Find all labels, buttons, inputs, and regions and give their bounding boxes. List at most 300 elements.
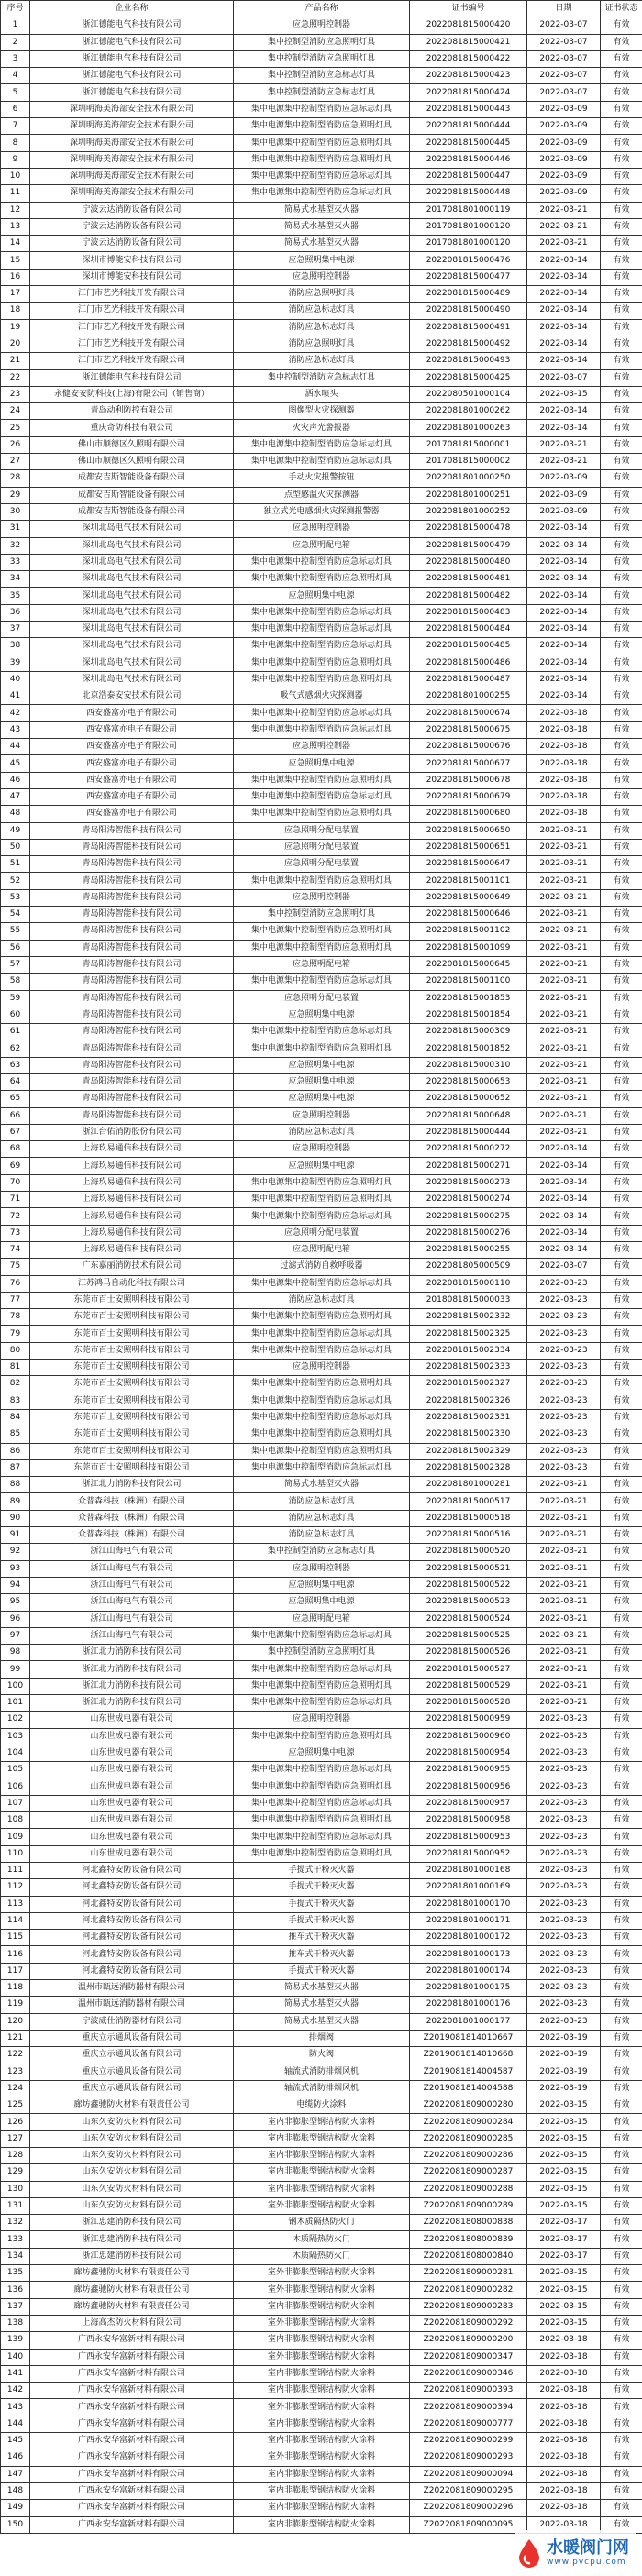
table-row xyxy=(1,1426,642,1443)
cell-date: 2022-03-23 xyxy=(527,1845,601,1862)
cell-index: 88 xyxy=(1,1477,30,1493)
cell-status: 有效 xyxy=(601,1745,642,1761)
cell-product: 消防应急标志灯具 xyxy=(234,319,410,336)
table-row xyxy=(1,2164,642,2181)
cell-certificate-no: 2022081801000173 xyxy=(410,1946,527,1963)
cell-company: 青岛阳涛智能科技有限公司 xyxy=(30,1007,234,1023)
cell-company: 浙江忠建消防科技有限公司 xyxy=(30,2248,234,2264)
cell-company: 西安盛富亦电子有限公司 xyxy=(30,788,234,805)
cell-company: 宁波威仕消防器材有限公司 xyxy=(30,2013,234,2030)
table-row xyxy=(1,269,642,285)
cell-date: 2022-03-14 xyxy=(527,688,601,705)
cell-status: 有效 xyxy=(601,2466,642,2482)
cell-certificate-no: 2022081815000477 xyxy=(410,269,527,285)
cell-date: 2022-03-23 xyxy=(527,1997,601,2013)
table-row xyxy=(1,1376,642,1393)
table-row xyxy=(1,420,642,436)
cell-status: 有效 xyxy=(601,1443,642,1459)
cell-certificate-no: 2022081815000676 xyxy=(410,739,527,755)
cell-company: 重庆立示通风设备有限公司 xyxy=(30,2030,234,2046)
cell-status: 有效 xyxy=(601,1040,642,1057)
cell-certificate-no: Z2022081808000838 xyxy=(410,2215,527,2231)
cell-index: 49 xyxy=(1,822,30,839)
cell-certificate-no: Z2022081809000094 xyxy=(410,2466,527,2482)
cell-date: 2022-03-14 xyxy=(527,353,601,369)
cell-date: 2022-03-07 xyxy=(527,34,601,50)
cell-certificate-no: 2022081801000170 xyxy=(410,1896,527,1912)
table-row xyxy=(1,688,642,705)
cell-status: 有效 xyxy=(601,1342,642,1359)
cell-index: 26 xyxy=(1,436,30,453)
table-row xyxy=(1,1980,642,1997)
cell-date: 2022-03-23 xyxy=(527,1829,601,1845)
cell-status: 有效 xyxy=(601,218,642,235)
cell-certificate-no: 2022081815000678 xyxy=(410,772,527,788)
cell-date: 2022-03-14 xyxy=(527,252,601,269)
cell-certificate-no: 2022081815000445 xyxy=(410,135,527,151)
cell-certificate-no: 2022081815001852 xyxy=(410,1040,527,1057)
cell-index: 112 xyxy=(1,1879,30,1896)
cell-certificate-no: 2022081815000648 xyxy=(410,1107,527,1124)
cell-status: 有效 xyxy=(601,1493,642,1510)
cell-date: 2022-03-18 xyxy=(527,772,601,788)
cell-company: 山东世成电器有限公司 xyxy=(30,1795,234,1811)
cell-certificate-no: 2018081815000033 xyxy=(410,1292,527,1308)
cell-date: 2022-03-21 xyxy=(527,1074,601,1091)
cell-index: 93 xyxy=(1,1560,30,1577)
cell-certificate-no: Z2019081814010668 xyxy=(410,2047,527,2064)
cell-certificate-no: 2022081815000647 xyxy=(410,856,527,873)
cell-date: 2022-03-17 xyxy=(527,2248,601,2264)
cell-index: 53 xyxy=(1,889,30,906)
cell-certificate-no: 2022081815000521 xyxy=(410,1560,527,1577)
watermark-title: 水暖阀门网 xyxy=(547,2538,629,2558)
cell-index: 36 xyxy=(1,604,30,621)
watermark-url: www.pvcpu.com xyxy=(547,2558,626,2567)
cell-status: 有效 xyxy=(601,1326,642,1342)
cell-product: 消防应急标志灯具 xyxy=(234,1527,410,1544)
cell-company: 上海玖易通信科技有限公司 xyxy=(30,1225,234,1241)
table-row xyxy=(1,2097,642,2114)
cell-company: 上海玖易通信科技有限公司 xyxy=(30,1192,234,1208)
cell-company: 深圳北岛电气技术有限公司 xyxy=(30,554,234,570)
cell-product: 简易式水基型灭火器 xyxy=(234,1980,410,1997)
cell-status: 有效 xyxy=(601,319,642,336)
cell-status: 有效 xyxy=(601,286,642,303)
cell-status: 有效 xyxy=(601,1778,642,1795)
cell-index: 73 xyxy=(1,1225,30,1241)
cell-product: 吸气式感烟火灾探测器 xyxy=(234,688,410,705)
cell-product: 应急照明集中电源 xyxy=(234,588,410,604)
cell-certificate-no: 2022081815000529 xyxy=(410,1678,527,1694)
cell-status: 有效 xyxy=(601,2433,642,2449)
table-row xyxy=(1,1879,642,1896)
cell-date: 2022-03-21 xyxy=(527,1594,601,1611)
cell-certificate-no: 2022081801000174 xyxy=(410,1963,527,1979)
cell-status: 有效 xyxy=(601,2197,642,2214)
cell-status: 有效 xyxy=(601,788,642,805)
cell-certificate-no: 2022081815000492 xyxy=(410,336,527,352)
cell-index: 17 xyxy=(1,286,30,303)
cell-date: 2022-03-18 xyxy=(527,2482,601,2499)
cell-company: 山东世成电器有限公司 xyxy=(30,1762,234,1778)
table-row xyxy=(1,1812,642,1829)
table-row xyxy=(1,1091,642,1107)
cell-product: 应急照明控制器 xyxy=(234,269,410,285)
table-row xyxy=(1,1678,642,1694)
cell-certificate-no: 2022081815000443 xyxy=(410,101,527,117)
cell-product: 消防应急标志灯具 xyxy=(234,1124,410,1140)
cell-company: 深圳明海美海部安全技术有限公司 xyxy=(30,185,234,202)
cell-date: 2022-03-21 xyxy=(527,1107,601,1124)
cell-status: 有效 xyxy=(601,956,642,973)
cell-certificate-no: Z2022081809000284 xyxy=(410,2114,527,2130)
cell-company: 广西永安华富新材料有限公司 xyxy=(30,2449,234,2466)
cell-certificate-no: 2022081815002331 xyxy=(410,1409,527,1426)
cell-index: 114 xyxy=(1,1912,30,1929)
cell-index: 37 xyxy=(1,621,30,637)
cell-product: 室内非膨胀型钢结构防火涂料 xyxy=(234,2482,410,2499)
cell-product: 集中电源集中控制型消防应急照明灯具 xyxy=(234,571,410,588)
cell-certificate-no: Z2022081809000295 xyxy=(410,2482,527,2499)
cell-company: 广西永安华富新材料有限公司 xyxy=(30,2349,234,2365)
cell-certificate-no: 2022081815000523 xyxy=(410,1594,527,1611)
cell-product: 室内非膨胀型钢结构防火涂料 xyxy=(234,2130,410,2147)
cell-date: 2022-03-21 xyxy=(527,202,601,218)
cell-index: 22 xyxy=(1,369,30,386)
cell-company: 江门市艺光科技开发有限公司 xyxy=(30,303,234,319)
cell-certificate-no: 2022081815001101 xyxy=(410,873,527,889)
table-row xyxy=(1,1393,642,1409)
cell-certificate-no: 2022081815000524 xyxy=(410,1611,527,1627)
cell-product: 室内非膨胀型钢结构防火涂料 xyxy=(234,2466,410,2482)
table-row xyxy=(1,84,642,101)
table-row xyxy=(1,621,642,637)
cell-certificate-no: 2022081815000420 xyxy=(410,17,527,34)
header-index: 序号 xyxy=(1,1,30,17)
cell-status: 有效 xyxy=(601,1762,642,1778)
cell-certificate-no: 2022081801000171 xyxy=(410,1912,527,1929)
table-row xyxy=(1,1778,642,1795)
cell-index: 70 xyxy=(1,1174,30,1191)
table-row xyxy=(1,1007,642,1023)
cell-certificate-no: Z2022081809000346 xyxy=(410,2365,527,2382)
cell-date: 2022-03-23 xyxy=(527,1879,601,1896)
cell-status: 有效 xyxy=(601,1158,642,1174)
table-row xyxy=(1,1158,642,1174)
cell-product: 防火阀 xyxy=(234,2047,410,2064)
cell-product: 应急照明分配电装置 xyxy=(234,856,410,873)
cell-certificate-no: 2022081815002332 xyxy=(410,1309,527,1326)
cell-product: 集中电源集中控制型消防应急照明灯具 xyxy=(234,1174,410,1191)
cell-index: 24 xyxy=(1,403,30,420)
cell-product: 火灾声光警报器 xyxy=(234,420,410,436)
cell-product: 集中电源集中控制型消防应急照明灯具 xyxy=(234,1678,410,1694)
cell-certificate-no: Z2022081809000282 xyxy=(410,2282,527,2298)
table-row xyxy=(1,17,642,34)
cell-company: 广西永安华富新材料有限公司 xyxy=(30,2466,234,2482)
cell-index: 40 xyxy=(1,671,30,688)
cell-date: 2022-03-14 xyxy=(527,286,601,303)
cell-index: 65 xyxy=(1,1091,30,1107)
cell-company: 深圳北岛电气技术有限公司 xyxy=(30,671,234,688)
table-row xyxy=(1,1544,642,1560)
cell-date: 2022-03-23 xyxy=(527,1912,601,1929)
cell-certificate-no: 2022081815000476 xyxy=(410,252,527,269)
cell-certificate-no: 2022081815000275 xyxy=(410,1208,527,1225)
table-row xyxy=(1,889,642,906)
cell-date: 2022-03-14 xyxy=(527,303,601,319)
table-row xyxy=(1,1477,642,1493)
cell-date: 2022-03-14 xyxy=(527,1208,601,1225)
cell-company: 江门市艺光科技开发有限公司 xyxy=(30,286,234,303)
cell-status: 有效 xyxy=(601,2047,642,2064)
cell-status: 有效 xyxy=(601,151,642,168)
cell-index: 122 xyxy=(1,2047,30,2064)
table-row xyxy=(1,470,642,487)
table-row xyxy=(1,1946,642,1963)
table-row xyxy=(1,1963,642,1979)
cell-status: 有效 xyxy=(601,1577,642,1593)
cell-index: 149 xyxy=(1,2500,30,2516)
cell-certificate-no: 2022081815000954 xyxy=(410,1745,527,1761)
cell-status: 有效 xyxy=(601,974,642,990)
cell-company: 青岛阳涛智能科技有限公司 xyxy=(30,907,234,923)
cell-company: 深圳明海美海部安全技术有限公司 xyxy=(30,118,234,135)
cell-product: 集中电源集中控制型消防应急照明灯具 xyxy=(234,940,410,956)
cell-product: 点型感温火灾探测器 xyxy=(234,487,410,503)
cell-company: 广西永安华富新材料有限公司 xyxy=(30,2332,234,2349)
cell-status: 有效 xyxy=(601,168,642,184)
cell-product: 应急照明集中电源 xyxy=(234,755,410,772)
cell-product: 应急照明控制器 xyxy=(234,521,410,537)
cell-index: 82 xyxy=(1,1376,30,1393)
cell-company: 青岛阳涛智能科技有限公司 xyxy=(30,1057,234,1073)
table-row xyxy=(1,956,642,973)
cell-status: 有效 xyxy=(601,202,642,218)
table-row xyxy=(1,101,642,117)
cell-status: 有效 xyxy=(601,470,642,487)
cell-certificate-no: 2022081801000250 xyxy=(410,470,527,487)
cell-company: 上海玖易通信科技有限公司 xyxy=(30,1208,234,1225)
cell-company: 浙江德能电气科技有限公司 xyxy=(30,17,234,34)
table-row xyxy=(1,2013,642,2030)
cell-index: 77 xyxy=(1,1292,30,1308)
cell-certificate-no: 2022081815000480 xyxy=(410,554,527,570)
cell-product: 应急照明控制器 xyxy=(234,739,410,755)
cell-status: 有效 xyxy=(601,1845,642,1862)
cell-product: 集中电源集中控制型消防应急照明灯具 xyxy=(234,655,410,671)
table-row xyxy=(1,739,642,755)
cell-certificate-no: 2022081801000251 xyxy=(410,487,527,503)
cell-certificate-no: 2022081815000959 xyxy=(410,1712,527,1728)
cell-date: 2022-03-14 xyxy=(527,621,601,637)
table-row xyxy=(1,788,642,805)
cell-index: 97 xyxy=(1,1627,30,1644)
cell-product: 集中电源集中控制型消防应急标志灯具 xyxy=(234,1393,410,1409)
table-row xyxy=(1,403,642,420)
cell-certificate-no: Z2022081808000840 xyxy=(410,2248,527,2264)
cell-index: 120 xyxy=(1,2013,30,2030)
cell-status: 有效 xyxy=(601,2383,642,2399)
cell-company: 河北鑫特安防设备有限公司 xyxy=(30,1963,234,1979)
cell-product: 应急照明控制器 xyxy=(234,1141,410,1158)
cell-company: 浙江德能电气科技有限公司 xyxy=(30,369,234,386)
cell-date: 2022-03-09 xyxy=(527,503,601,520)
cell-date: 2022-03-18 xyxy=(527,2332,601,2349)
cell-company: 深圳北岛电气技术有限公司 xyxy=(30,537,234,554)
cell-status: 有效 xyxy=(601,1594,642,1611)
cell-product: 集中电源集中控制型消防应急标志灯具 xyxy=(234,101,410,117)
cell-company: 山东世成电器有限公司 xyxy=(30,1745,234,1761)
cell-date: 2022-03-21 xyxy=(527,1091,601,1107)
table-row xyxy=(1,907,642,923)
cell-company: 浙江台佑消防股份有限公司 xyxy=(30,1124,234,1140)
table-row xyxy=(1,2181,642,2197)
cell-date: 2022-03-18 xyxy=(527,739,601,755)
table-row xyxy=(1,1360,642,1376)
cell-certificate-no: 2022081815001853 xyxy=(410,990,527,1007)
cell-company: 青岛阳涛智能科技有限公司 xyxy=(30,974,234,990)
cell-product: 室内非膨胀型钢结构防火涂料 xyxy=(234,2148,410,2164)
cell-index: 56 xyxy=(1,940,30,956)
table-row xyxy=(1,705,642,721)
cell-index: 98 xyxy=(1,1645,30,1661)
cell-product: 消防应急标志灯具 xyxy=(234,303,410,319)
cell-product: 集中电源集中控制型消防应急标志灯具 xyxy=(234,621,410,637)
cell-product: 应急照明集中电源 xyxy=(234,1007,410,1023)
cell-company: 温州市瓯远消防器材有限公司 xyxy=(30,1997,234,2013)
cell-status: 有效 xyxy=(601,2064,642,2080)
cell-index: 134 xyxy=(1,2248,30,2264)
cell-certificate-no: 2022081815002327 xyxy=(410,1376,527,1393)
table-row xyxy=(1,1611,642,1627)
cell-date: 2022-03-21 xyxy=(527,923,601,940)
cell-status: 有效 xyxy=(601,2097,642,2114)
cell-index: 113 xyxy=(1,1896,30,1912)
cell-index: 129 xyxy=(1,2164,30,2181)
cell-status: 有效 xyxy=(601,2399,642,2416)
cell-index: 124 xyxy=(1,2080,30,2097)
cell-company: 青岛阳涛智能科技有限公司 xyxy=(30,940,234,956)
cell-date: 2022-03-14 xyxy=(527,554,601,570)
cell-company: 重庆立示通风设备有限公司 xyxy=(30,2080,234,2097)
cell-index: 45 xyxy=(1,755,30,772)
cell-certificate-no: 2022081815001099 xyxy=(410,940,527,956)
cell-index: 15 xyxy=(1,252,30,269)
cell-status: 有效 xyxy=(601,1360,642,1376)
cell-company: 东莞市百士安照明科技有限公司 xyxy=(30,1393,234,1409)
cell-date: 2022-03-23 xyxy=(527,1762,601,1778)
cell-product: 集中电源集中控制型消防应急标志灯具 xyxy=(234,1409,410,1426)
table-row xyxy=(1,1862,642,1878)
cell-certificate-no: 2017081801000119 xyxy=(410,202,527,218)
cell-date: 2022-03-18 xyxy=(527,2516,601,2533)
cell-company: 河北鑫特安防设备有限公司 xyxy=(30,1879,234,1896)
cell-status: 有效 xyxy=(601,1459,642,1476)
cell-status: 有效 xyxy=(601,1292,642,1308)
cell-company: 山东世成电器有限公司 xyxy=(30,1728,234,1745)
cell-status: 有效 xyxy=(601,1678,642,1694)
cell-certificate-no: 2022081815000653 xyxy=(410,1074,527,1091)
table-row xyxy=(1,1192,642,1208)
cell-product: 应急照明集中电源 xyxy=(234,1057,410,1073)
cell-status: 有效 xyxy=(601,1393,642,1409)
cell-date: 2022-03-09 xyxy=(527,470,601,487)
cell-index: 126 xyxy=(1,2114,30,2130)
cell-certificate-no: 2022081815000518 xyxy=(410,1510,527,1526)
table-row xyxy=(1,1930,642,1946)
cell-status: 有效 xyxy=(601,2013,642,2030)
cell-company: 山东久安防火材料有限公司 xyxy=(30,2148,234,2164)
table-row xyxy=(1,135,642,151)
cell-date: 2022-03-14 xyxy=(527,537,601,554)
cell-date: 2022-03-21 xyxy=(527,1024,601,1040)
cell-company: 宁波云达消防设备有限公司 xyxy=(30,218,234,235)
cell-certificate-no: 2022081815000483 xyxy=(410,604,527,621)
cell-product: 集中电源集中控制型消防应急标志灯具 xyxy=(234,705,410,721)
cell-status: 有效 xyxy=(601,1661,642,1678)
cell-company: 青岛阳涛智能科技有限公司 xyxy=(30,1091,234,1107)
cell-date: 2022-03-21 xyxy=(527,1477,601,1493)
cell-product: 应急照明集中电源 xyxy=(234,1091,410,1107)
cell-index: 67 xyxy=(1,1124,30,1140)
cell-date: 2022-03-09 xyxy=(527,101,601,117)
cell-product: 室外非膨胀型钢结构防火涂料 xyxy=(234,2315,410,2331)
cell-product: 应急照明集中电源 xyxy=(234,1745,410,1761)
cell-certificate-no: Z2022081809000293 xyxy=(410,2449,527,2466)
cell-index: 42 xyxy=(1,705,30,721)
cell-index: 48 xyxy=(1,806,30,822)
cell-product: 集中电源集中控制型消防应急标志灯具 xyxy=(234,638,410,655)
cell-certificate-no: 2022081805000509 xyxy=(410,1259,527,1275)
cell-date: 2022-03-14 xyxy=(527,604,601,621)
cell-date: 2022-03-21 xyxy=(527,1510,601,1526)
table-row xyxy=(1,34,642,50)
cell-product: 集中电源集中控制型消防应急照明灯具 xyxy=(234,772,410,788)
cell-index: 14 xyxy=(1,236,30,252)
table-row xyxy=(1,638,642,655)
cell-product: 应急照明集中电源 xyxy=(234,1158,410,1174)
cell-product: 集中电源集中控制型消防应急标志灯具 xyxy=(234,604,410,621)
cell-status: 有效 xyxy=(601,269,642,285)
table-row xyxy=(1,1309,642,1326)
cell-company: 广西永安华富新材料有限公司 xyxy=(30,2399,234,2416)
cell-status: 有效 xyxy=(601,873,642,889)
cell-index: 90 xyxy=(1,1510,30,1526)
cell-product: 集中电源集中控制型消防应急标志灯具 xyxy=(234,168,410,184)
cell-product: 应急照明控制器 xyxy=(234,1712,410,1728)
cell-index: 125 xyxy=(1,2097,30,2114)
cell-date: 2022-03-23 xyxy=(527,1275,601,1292)
cell-certificate-no: 2022081815002326 xyxy=(410,1393,527,1409)
table-row xyxy=(1,2332,642,2349)
cell-status: 有效 xyxy=(601,1477,642,1493)
cell-status: 有效 xyxy=(601,1225,642,1241)
cell-date: 2022-03-15 xyxy=(527,2114,601,2130)
cell-product: 集中电源集中控制型消防应急标志灯具 xyxy=(234,1627,410,1644)
cell-status: 有效 xyxy=(601,403,642,420)
cell-company: 深圳明海美海部安全技术有限公司 xyxy=(30,151,234,168)
cell-certificate-no: Z2022081809000292 xyxy=(410,2315,527,2331)
cell-product: 消防应急标志灯具 xyxy=(234,1292,410,1308)
cell-company: 广西永安华富新材料有限公司 xyxy=(30,2416,234,2432)
cell-index: 31 xyxy=(1,521,30,537)
cell-status: 有效 xyxy=(601,454,642,470)
table-row xyxy=(1,1527,642,1544)
cell-certificate-no: 2022081815000423 xyxy=(410,68,527,84)
cell-company: 廊坊鑫驰防火材料有限责任公司 xyxy=(30,2097,234,2114)
